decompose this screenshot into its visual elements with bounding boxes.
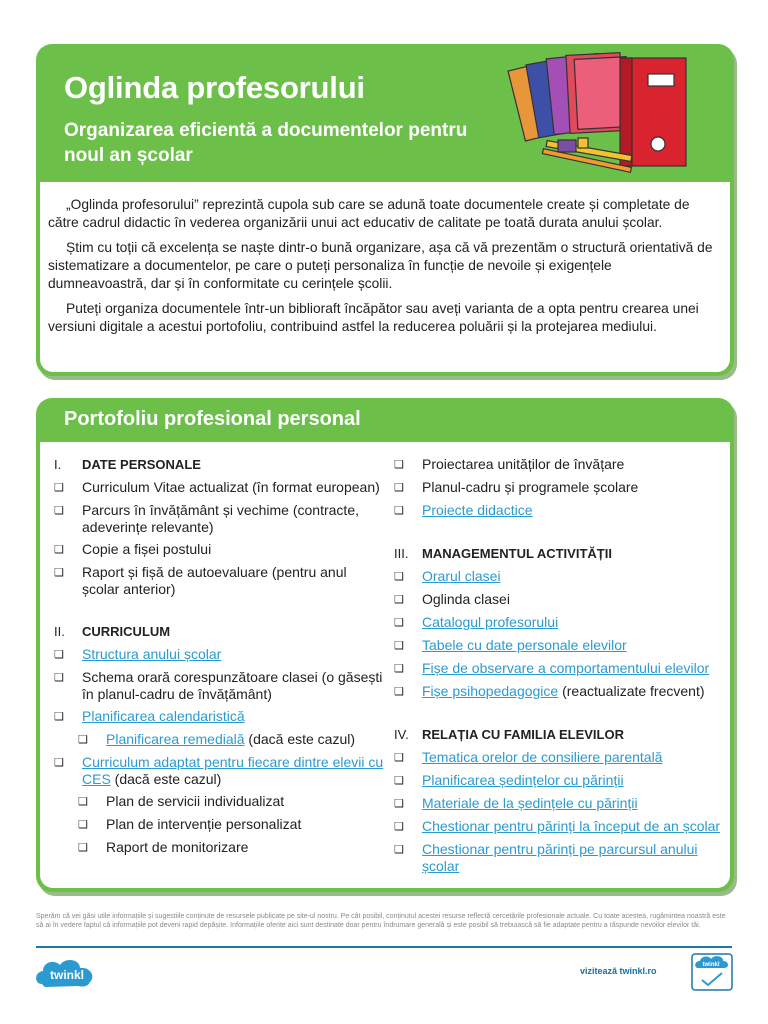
- checkbox-icon[interactable]: ❑: [394, 640, 404, 652]
- checklist-item: [394, 772, 724, 790]
- checklist-item: [54, 646, 384, 664]
- checkbox-icon[interactable]: ❑: [54, 482, 64, 494]
- link[interactable]: Fișe de observare a comportamentului elevilor: [422, 660, 710, 676]
- checkbox-icon[interactable]: ❑: [54, 505, 64, 517]
- checkbox-icon[interactable]: ❑: [394, 505, 404, 517]
- checklist-item: [394, 502, 724, 520]
- checkbox-icon[interactable]: ❑: [394, 844, 404, 856]
- checkbox-icon[interactable]: ❑: [54, 711, 64, 723]
- checklist-item: ❑ Raport și fișă de autoevaluare (pentru anul școlar anterior): [54, 564, 347, 597]
- folders-illustration: [498, 44, 728, 184]
- visit-link[interactable]: vizitează twinkl.ro: [580, 966, 657, 976]
- checkbox-icon[interactable]: ❑: [54, 544, 64, 556]
- link[interactable]: Orarul clasei: [422, 568, 501, 584]
- link[interactable]: Curriculum adaptat pentru fiecare dintre elevii cu CES: [82, 754, 384, 787]
- portfolio-card: [36, 398, 734, 892]
- checkbox-icon[interactable]: ❑: [394, 571, 404, 583]
- checkbox-icon[interactable]: ❑: [78, 734, 88, 746]
- checkbox-icon[interactable]: ❑: [394, 459, 404, 471]
- section-number: II.: [54, 624, 65, 639]
- checklist-item: [394, 637, 724, 655]
- intro-paragraph: Puteți organiza documentele într-un biblioraft încăpător sau aveți varianta de a opta pentru crearea unei versiuni digitale a acestui portofoliu, contribuind astfel la reducerea poluării și la protejarea mediului.: [48, 301, 699, 334]
- checklist-item: ❑ Copie a fișei postului: [54, 541, 212, 557]
- section-heading: [54, 623, 384, 640]
- section-title: RELAȚIA CU FAMILIA ELEVILOR: [422, 727, 624, 742]
- checkbox-icon[interactable]: ❑: [78, 819, 88, 831]
- checkbox-icon[interactable]: ❑: [394, 663, 404, 675]
- checklist-item: ❑ Curriculum Vitae actualizat (în format european): [54, 479, 380, 495]
- section-title: DATE PERSONALE: [82, 457, 201, 472]
- checklist-item: ❑ Proiectarea unităților de învățare: [394, 456, 625, 472]
- checklist-item: [394, 614, 724, 632]
- checklist-item: [394, 795, 724, 813]
- checkbox-icon[interactable]: ❑: [78, 796, 88, 808]
- checklist-subitem: ❑ Raport de monitorizare: [78, 839, 249, 855]
- disclaimer-text: Sperăm că vei găsi utile informațiile și sugestiile conținute de resursele publicate pe site-ul nostru. Pe cât posibil, conținutul acestei resurse reflectă cercetările profesionale actuale. Cu toate acestea, rugămintea noastră este să ai în vedere faptul că informațiile pot deveni rapid depășite. Informațiile oferite aici sunt destinate doar pentru îndrumare generală și este posibil să trebuiască să fie adaptate pentru a răspunde nevoilor elevilor tăi.: [36, 913, 726, 929]
- link[interactable]: Planificarea remedială: [106, 731, 245, 747]
- link[interactable]: Planificarea ședințelor cu părinții: [422, 772, 624, 788]
- portfolio-title: Portofoliu profesional personal: [64, 408, 361, 430]
- intro-panel: [40, 182, 730, 372]
- checklist-item: [394, 749, 724, 767]
- section-heading: [394, 726, 724, 743]
- checklist-item: ❑ Oglinda clasei: [394, 591, 510, 607]
- checkbox-icon[interactable]: ❑: [54, 672, 64, 684]
- checklist-item: [394, 660, 724, 678]
- checklist-subitem: ❑ Plan de servicii individualizat: [78, 793, 285, 809]
- checkbox-icon[interactable]: ❑: [394, 617, 404, 629]
- checklist-item: [394, 818, 724, 836]
- portfolio-panel: [40, 442, 730, 888]
- twinkl-logo[interactable]: [34, 954, 100, 992]
- checkbox-icon[interactable]: ❑: [394, 594, 404, 606]
- checkbox-icon[interactable]: ❑: [394, 775, 404, 787]
- link[interactable]: Tematica orelor de consiliere parentală: [422, 749, 663, 765]
- intro-paragraph: „Oglinda profesorului” reprezintă cupola sub care se adună toate documentele create și completate de către cadrul didactic în vederea organizării unui act educativ de calitate pe toată durata anului școlar.: [48, 197, 690, 230]
- link[interactable]: Planificarea calendaristică: [82, 708, 245, 724]
- section-title: MANAGEMENTUL ACTIVITĂȚII: [422, 546, 612, 561]
- section-number: IV.: [394, 727, 409, 742]
- checklist-item: ❑ Fișe psihopedagogice (reactualizate frecvent): [394, 683, 705, 699]
- checklist-item: ❑ Schema orară corespunzătoare clasei (o găsești în planul-cadru de învățământ): [54, 669, 383, 702]
- page-subtitle: Organizarea eficientă a documentelor pentru noul an școlar: [64, 120, 468, 166]
- checklist-subitem: ❑ Planificarea remedială (dacă este cazul): [78, 731, 356, 747]
- checklist-item: [394, 568, 724, 586]
- checklist-item: ❑ Parcurs în învățământ și vechime (contracte, adeverințe relevante): [54, 502, 359, 535]
- checkbox-icon[interactable]: ❑: [394, 686, 404, 698]
- section-number: I.: [54, 457, 62, 472]
- checkbox-icon[interactable]: ❑: [394, 482, 404, 494]
- section-title: CURRICULUM: [82, 624, 171, 639]
- section-heading: [394, 545, 724, 562]
- header-card: [36, 44, 734, 376]
- checklist-subitem: ❑ Plan de intervenție personalizat: [78, 816, 302, 832]
- intro-text: [48, 196, 714, 343]
- checkbox-icon[interactable]: ❑: [54, 567, 64, 579]
- checkbox-icon[interactable]: ❑: [394, 798, 404, 810]
- right-column: [394, 456, 724, 880]
- link[interactable]: Fișe psihopedagogice: [422, 683, 559, 699]
- link[interactable]: Proiecte didactice: [422, 502, 533, 518]
- logo-text: twinkl: [49, 968, 85, 982]
- checkbox-icon[interactable]: ❑: [78, 842, 88, 854]
- checklist-item: ❑ Curriculum adaptat pentru fiecare dintre elevii cu CES (dacă este cazul): [54, 754, 384, 787]
- left-column: [54, 456, 384, 862]
- link[interactable]: Structura anului școlar: [82, 646, 222, 662]
- quality-badge: [690, 952, 734, 992]
- link[interactable]: Chestionar pentru părinți pe parcursul anului școlar: [422, 841, 698, 874]
- link[interactable]: Materiale de la ședințele cu părinții: [422, 795, 638, 811]
- checkbox-icon[interactable]: ❑: [394, 752, 404, 764]
- checkbox-icon[interactable]: ❑: [54, 757, 64, 769]
- link[interactable]: Chestionar pentru părinți la început de an școlar: [422, 818, 721, 834]
- link[interactable]: Tabele cu date personale elevilor: [422, 637, 627, 653]
- checkbox-icon[interactable]: ❑: [54, 649, 64, 661]
- badge-text: twinkl: [702, 962, 720, 968]
- intro-paragraph: Știm cu toții că excelența se naște dintr-o bună organizare, așa că vă prezentăm o structură orientativă de sistematizare a documentelor, pe care o puteți personaliza în funcție de nevoile și exigențele dumneavoastră, dar și în conformitate cu cerințele școlii.: [48, 240, 713, 291]
- section-number: III.: [394, 546, 409, 561]
- checklist-item: ❑ Planul-cadru și programele școlare: [394, 479, 639, 495]
- section-heading: [54, 456, 384, 473]
- checkbox-icon[interactable]: ❑: [394, 821, 404, 833]
- page-title: Oglinda profesorului: [64, 70, 365, 105]
- checklist-item: [394, 841, 724, 875]
- footer-divider: [36, 946, 732, 948]
- link[interactable]: Catalogul profesorului: [422, 614, 559, 630]
- checklist-item: [54, 708, 384, 726]
